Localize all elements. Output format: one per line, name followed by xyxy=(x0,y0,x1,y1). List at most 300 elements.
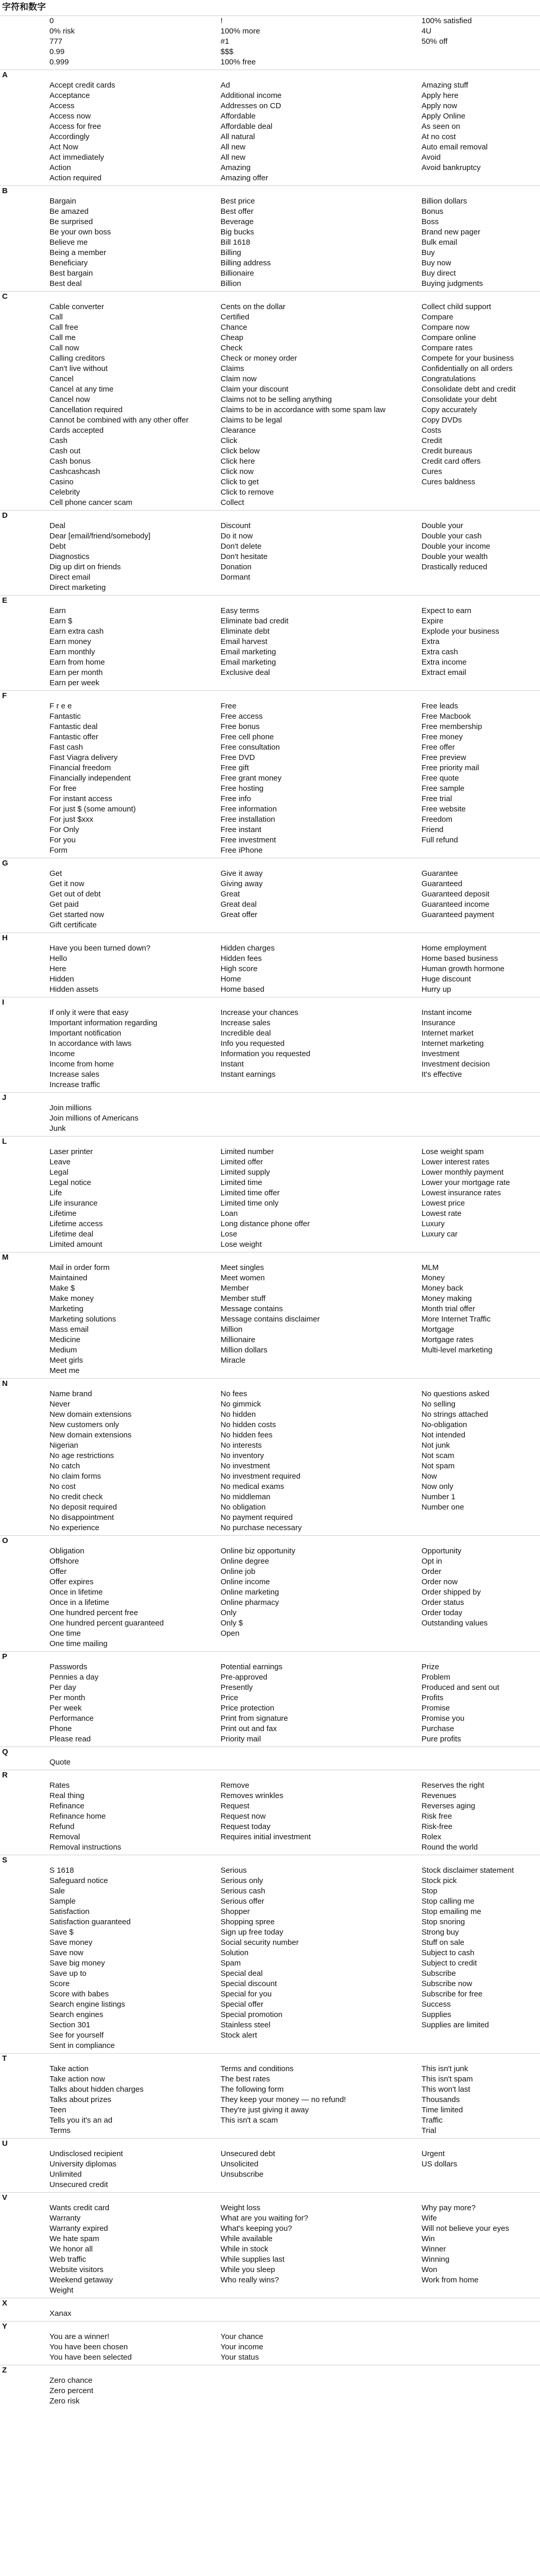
word-cell: Multi-level marketing xyxy=(421,1346,493,1354)
word-cell: What's keeping you? xyxy=(221,2224,292,2233)
word-cell: Junk xyxy=(49,1124,66,1133)
word-cell: Hidden assets xyxy=(49,985,99,994)
word-cell: Investment xyxy=(421,1049,460,1058)
word-cell: This isn't a scam xyxy=(221,2116,278,2125)
table-row xyxy=(0,1325,540,1335)
word-cell: Remove xyxy=(221,1781,249,1790)
word-cell: Eliminate bad credit xyxy=(221,617,289,625)
word-cell: Increase your chances xyxy=(221,1008,298,1017)
section-z xyxy=(0,2365,540,2409)
word-cell: Amazing stuff xyxy=(421,81,468,90)
word-cell: Free membership xyxy=(421,722,482,731)
table-row xyxy=(0,985,540,995)
table-row xyxy=(0,1969,540,1979)
word-cell: For instant access xyxy=(49,794,112,803)
word-cell: Long distance phone offer xyxy=(221,1219,310,1228)
word-cell: Credit card offers xyxy=(421,457,481,466)
section-letter: A xyxy=(2,71,8,79)
word-cell: While you sleep xyxy=(221,2265,275,2274)
word-cell: Billing address xyxy=(221,259,271,267)
word-cell: Compare xyxy=(421,313,453,321)
word-cell: While in stock xyxy=(221,2245,268,2253)
word-cell: Cheap xyxy=(221,333,244,342)
section-letter: O xyxy=(2,1536,8,1545)
word-cell: Per day xyxy=(49,1683,76,1692)
word-cell: Request xyxy=(221,1802,249,1810)
table-row xyxy=(0,1822,540,1832)
word-cell: Buy now xyxy=(421,259,451,267)
word-cell: Lose weight spam xyxy=(421,1147,484,1156)
word-cell: Luxury xyxy=(421,1219,445,1228)
section-letter: M xyxy=(2,1253,9,1262)
table-row xyxy=(0,1440,540,1451)
table-row xyxy=(0,1927,540,1938)
word-cell: Cents on the dollar xyxy=(221,302,285,311)
word-cell: Apply Online xyxy=(421,112,466,121)
table-row xyxy=(0,132,540,142)
word-cell: Reserves the right xyxy=(421,1781,484,1790)
word-cell: Double your wealth xyxy=(421,552,488,561)
word-cell: Home based business xyxy=(421,954,498,963)
word-cell: 0% risk xyxy=(49,27,75,36)
word-cell: Online degree xyxy=(221,1557,269,1566)
word-cell: Investment decision xyxy=(421,1060,490,1069)
word-cell: Opportunity xyxy=(421,1547,462,1555)
table-row xyxy=(0,1355,540,1366)
word-cell: Laser printer xyxy=(49,1147,93,1156)
word-cell: Promise you xyxy=(421,1714,465,1723)
word-cell: Believe me xyxy=(49,238,88,247)
table-row xyxy=(0,1917,540,1927)
word-cell: 100% more xyxy=(221,27,260,36)
word-cell: Refund xyxy=(49,1822,75,1831)
section-letter: R xyxy=(2,1771,8,1780)
word-cell: Never xyxy=(49,1400,71,1409)
section-letter: H xyxy=(2,934,8,942)
section-letter: N xyxy=(2,1379,8,1388)
word-cell: Limited time only xyxy=(221,1199,279,1208)
table-row xyxy=(0,1958,540,1969)
word-cell: Boss xyxy=(421,217,439,226)
word-cell: Copy accurately xyxy=(421,405,477,414)
word-cell: No questions asked xyxy=(421,1389,490,1398)
table-row xyxy=(0,1366,540,1376)
word-cell: 0 xyxy=(49,16,54,25)
section-m xyxy=(0,1252,540,1378)
section-y xyxy=(0,2321,540,2365)
word-cell: Refinance home xyxy=(49,1812,106,1821)
section-letter: P xyxy=(2,1652,8,1661)
word-cell: Reverses aging xyxy=(421,1802,476,1810)
word-cell: Lower your mortgage rate xyxy=(421,1178,510,1187)
word-cell: 0.99 xyxy=(49,47,65,56)
word-cell: Free cell phone xyxy=(221,733,274,741)
table-row xyxy=(0,47,540,57)
table-row xyxy=(0,541,540,552)
word-cell: Best bargain xyxy=(49,269,93,278)
word-cell: Be surprised xyxy=(49,217,93,226)
word-cell: Satisfaction xyxy=(49,1907,90,1916)
table-row xyxy=(0,1979,540,1989)
word-cell: Click here xyxy=(221,457,255,466)
word-cell: Undisclosed recipient xyxy=(49,2149,123,2158)
table-row xyxy=(0,467,540,477)
table-row xyxy=(0,1907,540,1917)
word-cell: Lifetime deal xyxy=(49,1230,94,1239)
word-cell: Subject to credit xyxy=(421,1959,477,1968)
table-row xyxy=(0,1028,540,1039)
table-row xyxy=(0,1703,540,1714)
word-cell: Talks about prizes xyxy=(49,2095,112,2104)
word-cell: Member xyxy=(221,1284,249,1293)
word-cell: Score with babes xyxy=(49,1990,109,1998)
word-cell: Lowest price xyxy=(421,1199,465,1208)
word-cell: Online pharmacy xyxy=(221,1598,279,1607)
word-cell: The best rates xyxy=(221,2075,270,2083)
word-cell: Print out and fax xyxy=(221,1724,277,1733)
word-cell: Internet marketing xyxy=(421,1039,484,1048)
word-cell: Guaranteed income xyxy=(421,900,490,909)
word-cell: Shopper xyxy=(221,1907,250,1916)
word-cell: Accept credit cards xyxy=(49,81,115,90)
table-row xyxy=(0,1229,540,1240)
table-row xyxy=(0,722,540,732)
table-row xyxy=(0,1461,540,1471)
word-cell: While supplies last xyxy=(221,2255,285,2264)
table-row xyxy=(0,1389,540,1399)
word-cell: Medicine xyxy=(49,1335,81,1344)
table-row xyxy=(0,16,540,26)
table-row xyxy=(0,2095,540,2105)
word-cell: Mortgage xyxy=(421,1325,454,1334)
word-cell: No middleman xyxy=(221,1493,271,1501)
word-cell: Chance xyxy=(221,323,247,332)
table-row xyxy=(0,626,540,637)
word-cell: Calling creditors xyxy=(49,354,105,363)
word-cell: Discount xyxy=(221,521,251,530)
word-cell: Work from home xyxy=(421,2276,479,2284)
section-f xyxy=(0,690,540,858)
word-cell: Celebrity xyxy=(49,488,80,497)
word-cell: Billing xyxy=(221,248,242,257)
sections-container xyxy=(0,15,540,2409)
table-row xyxy=(0,498,540,508)
word-cell: Revenues xyxy=(421,1791,457,1800)
word-cell: Take action now xyxy=(49,2075,105,2083)
word-cell: For just $xxx xyxy=(49,815,94,824)
word-cell: Special discount xyxy=(221,1979,277,1988)
word-cell: Leave xyxy=(49,1158,71,1166)
table-row xyxy=(0,1693,540,1703)
word-cell: Open xyxy=(221,1629,240,1638)
word-cell: Mass email xyxy=(49,1325,89,1334)
word-cell: Collect child support xyxy=(421,302,492,311)
section-d xyxy=(0,510,540,595)
table-row xyxy=(0,1502,540,1513)
word-cell: Sign up free today xyxy=(221,1928,283,1937)
table-row xyxy=(0,405,540,415)
table-row xyxy=(0,1832,540,1842)
word-cell: Now only xyxy=(421,1482,453,1491)
word-cell: Not intended xyxy=(421,1431,466,1439)
word-cell: 4U xyxy=(421,27,432,36)
table-row xyxy=(0,1757,540,1768)
word-cell: Bonus xyxy=(421,207,444,216)
table-row xyxy=(0,2396,540,2406)
word-cell: Hidden xyxy=(49,975,74,984)
word-cell: Eliminate debt xyxy=(221,627,270,636)
word-cell: Trial xyxy=(421,2126,436,2135)
section-q xyxy=(0,1747,540,1770)
word-cell: Marketing xyxy=(49,1304,83,1313)
table-row xyxy=(0,2285,540,2296)
word-cell: Free priority mail xyxy=(421,764,479,772)
word-cell: Make money xyxy=(49,1294,94,1303)
word-cell: Rolex xyxy=(421,1833,442,1841)
word-cell: ! xyxy=(221,16,223,25)
table-row xyxy=(0,2064,540,2074)
word-cell: Will not believe your eyes xyxy=(421,2224,510,2233)
word-cell: Not scam xyxy=(421,1451,454,1460)
word-cell: Legal xyxy=(49,1168,69,1177)
word-cell: Subscribe xyxy=(421,1969,456,1978)
table-row xyxy=(0,37,540,47)
word-cell: Save big money xyxy=(49,1959,105,1968)
word-cell: One hundred percent free xyxy=(49,1608,138,1617)
word-cell: Avoid xyxy=(421,153,441,162)
word-cell: Email harvest xyxy=(221,637,267,646)
word-cell: For Only xyxy=(49,825,79,834)
word-cell: Save $ xyxy=(49,1928,74,1937)
word-cell: Miracle xyxy=(221,1356,246,1365)
word-cell: Unsolicited xyxy=(221,2160,259,2168)
word-cell: Obligation xyxy=(49,1547,85,1555)
word-cell: Sale xyxy=(49,1887,65,1895)
table-row xyxy=(0,2084,540,2095)
word-cell: Buy direct xyxy=(421,269,456,278)
word-cell: Why pay more? xyxy=(421,2204,476,2212)
section-letter: L xyxy=(2,1137,7,1146)
section-n xyxy=(0,1378,540,1535)
word-cell: No investment required xyxy=(221,1472,301,1481)
table-row xyxy=(0,1672,540,1683)
word-cell: 100% satisfied xyxy=(421,16,472,25)
table-row xyxy=(0,825,540,835)
word-cell: Free xyxy=(221,702,237,710)
word-cell: Beverage xyxy=(221,217,254,226)
word-cell: Lose weight xyxy=(221,1240,262,1249)
table-row xyxy=(0,1430,540,1440)
word-cell: Consolidate debt and credit xyxy=(421,385,516,394)
table-row xyxy=(0,1263,540,1273)
word-cell: Loan xyxy=(221,1209,238,1218)
word-cell: 50% off xyxy=(421,37,448,46)
table-row xyxy=(0,2170,540,2180)
word-cell: Save now xyxy=(49,1948,83,1957)
word-cell: Free consultation xyxy=(221,743,280,752)
word-cell: Unsecured credit xyxy=(49,2180,108,2189)
table-row xyxy=(0,879,540,889)
word-cell: Stock disclaimer statement xyxy=(421,1866,514,1875)
word-cell: Gift certificate xyxy=(49,921,97,929)
word-cell: Stop emailing me xyxy=(421,1907,481,1916)
word-cell: Sample xyxy=(49,1897,76,1906)
word-cell: Message contains xyxy=(221,1304,283,1313)
word-cell: Save money xyxy=(49,1938,93,1947)
table-row xyxy=(0,142,540,152)
word-cell: Life insurance xyxy=(49,1199,98,1208)
word-cell: Not spam xyxy=(421,1462,455,1470)
word-cell: Meet me xyxy=(49,1366,80,1375)
word-cell: MLM xyxy=(421,1263,439,1272)
word-cell: Cards accepted xyxy=(49,426,104,435)
section-letter: S xyxy=(2,1856,8,1865)
word-cell: Web traffic xyxy=(49,2255,87,2264)
word-cell: Compare rates xyxy=(421,344,473,352)
table-row xyxy=(0,1683,540,1693)
table-row xyxy=(0,2275,540,2285)
table-row xyxy=(0,2105,540,2115)
word-cell: Stop xyxy=(421,1887,437,1895)
word-cell: All new xyxy=(221,153,246,162)
word-cell: Online income xyxy=(221,1578,270,1586)
section-p xyxy=(0,1651,540,1747)
word-cell: You are a winner! xyxy=(49,2332,110,2341)
table-row xyxy=(0,583,540,593)
word-cell: Wife xyxy=(421,2214,437,2223)
table-row xyxy=(0,1842,540,1853)
word-cell: Bargain xyxy=(49,197,76,206)
table-row xyxy=(0,1577,540,1587)
table-row xyxy=(0,446,540,456)
word-cell: Great xyxy=(221,890,240,899)
word-cell: Removal instructions xyxy=(49,1843,122,1852)
section-symbols xyxy=(0,15,540,70)
word-cell: Donation xyxy=(221,563,252,571)
word-cell: Fast Viagra delivery xyxy=(49,753,118,762)
table-row xyxy=(0,1335,540,1345)
word-cell: Cable converter xyxy=(49,302,104,311)
table-row xyxy=(0,477,540,487)
word-cell: Call now xyxy=(49,344,79,352)
word-cell: Claims to be legal xyxy=(221,416,282,425)
table-row xyxy=(0,954,540,964)
word-cell: Serious offer xyxy=(221,1897,264,1906)
table-row xyxy=(0,678,540,688)
page-title: 字符和数字 xyxy=(2,2,46,12)
word-cell: No catch xyxy=(49,1462,80,1470)
word-cell: Income xyxy=(49,1049,75,1058)
word-cell: Dormant xyxy=(221,573,250,582)
table-row xyxy=(0,111,540,122)
table-row xyxy=(0,1113,540,1124)
table-row xyxy=(0,1283,540,1294)
word-cell: Meet girls xyxy=(49,1356,83,1365)
word-cell: Million xyxy=(221,1325,243,1334)
word-cell: Exclusive deal xyxy=(221,668,270,677)
table-row xyxy=(0,238,540,248)
word-cell: Free info xyxy=(221,794,251,803)
section-i xyxy=(0,997,540,1092)
word-cell: As seen on xyxy=(421,122,461,131)
table-row xyxy=(0,426,540,436)
word-cell: Win xyxy=(421,2234,435,2243)
word-cell: Direct email xyxy=(49,573,91,582)
table-row xyxy=(0,1157,540,1167)
word-cell: Millionaire xyxy=(221,1335,256,1344)
word-cell: Give it away xyxy=(221,869,263,878)
word-cell: Drastically reduced xyxy=(421,563,487,571)
word-cell: New domain extensions xyxy=(49,1410,132,1419)
word-cell: Earn money xyxy=(49,637,91,646)
section-u xyxy=(0,2138,540,2192)
word-cell: Terms xyxy=(49,2126,71,2135)
word-cell: Earn per week xyxy=(49,679,99,687)
word-cell: Teen xyxy=(49,2106,66,2114)
word-cell: Do it now xyxy=(221,532,253,540)
table-row xyxy=(0,1598,540,1608)
section-letter: G xyxy=(2,859,8,868)
word-cell: Safeguard notice xyxy=(49,1876,108,1885)
word-cell: Zero percent xyxy=(49,2386,94,2395)
word-cell: Double your cash xyxy=(421,532,482,540)
table-row xyxy=(0,2309,540,2319)
word-cell: Full refund xyxy=(421,836,458,844)
word-cell: Limited offer xyxy=(221,1158,263,1166)
table-row xyxy=(0,1471,540,1482)
word-cell: Home employment xyxy=(421,944,486,953)
section-c xyxy=(0,291,540,510)
section-j xyxy=(0,1092,540,1136)
word-cell: Guaranteed deposit xyxy=(421,890,490,899)
table-row xyxy=(0,668,540,678)
word-cell: Urgent xyxy=(421,2149,445,2158)
word-cell: Check xyxy=(221,344,243,352)
table-row xyxy=(0,395,540,405)
table-row xyxy=(0,248,540,258)
word-cell: Buy xyxy=(421,248,435,257)
word-cell: Offshore xyxy=(49,1557,79,1566)
table-row xyxy=(0,1070,540,1080)
word-cell: New customers only xyxy=(49,1420,120,1429)
word-cell: Click xyxy=(221,436,238,445)
word-cell: For you xyxy=(49,836,76,844)
word-cell: Financial freedom xyxy=(49,764,111,772)
word-cell: Million dollars xyxy=(221,1346,267,1354)
word-cell: In accordance with laws xyxy=(49,1039,132,1048)
word-cell: Best offer xyxy=(221,207,254,216)
table-row xyxy=(0,1219,540,1229)
word-cell: Money making xyxy=(421,1294,472,1303)
word-cell: Warranty expired xyxy=(49,2224,108,2233)
word-cell: Limited number xyxy=(221,1147,274,1156)
table-row xyxy=(0,1399,540,1410)
word-cell: Meet women xyxy=(221,1274,265,1282)
table-row xyxy=(0,1608,540,1618)
word-cell: Priority mail xyxy=(221,1735,261,1743)
word-cell: Promise xyxy=(421,1704,450,1713)
word-cell: Free access xyxy=(221,712,263,721)
table-row xyxy=(0,910,540,920)
word-cell: Hello xyxy=(49,954,68,963)
word-cell: Certified xyxy=(221,313,249,321)
table-row xyxy=(0,964,540,974)
word-cell: High score xyxy=(221,964,258,973)
word-cell: Affordable deal xyxy=(221,122,273,131)
word-cell: Offer expires xyxy=(49,1578,94,1586)
word-cell: Serious xyxy=(221,1866,247,1875)
word-cell: Risk-free xyxy=(421,1822,453,1831)
